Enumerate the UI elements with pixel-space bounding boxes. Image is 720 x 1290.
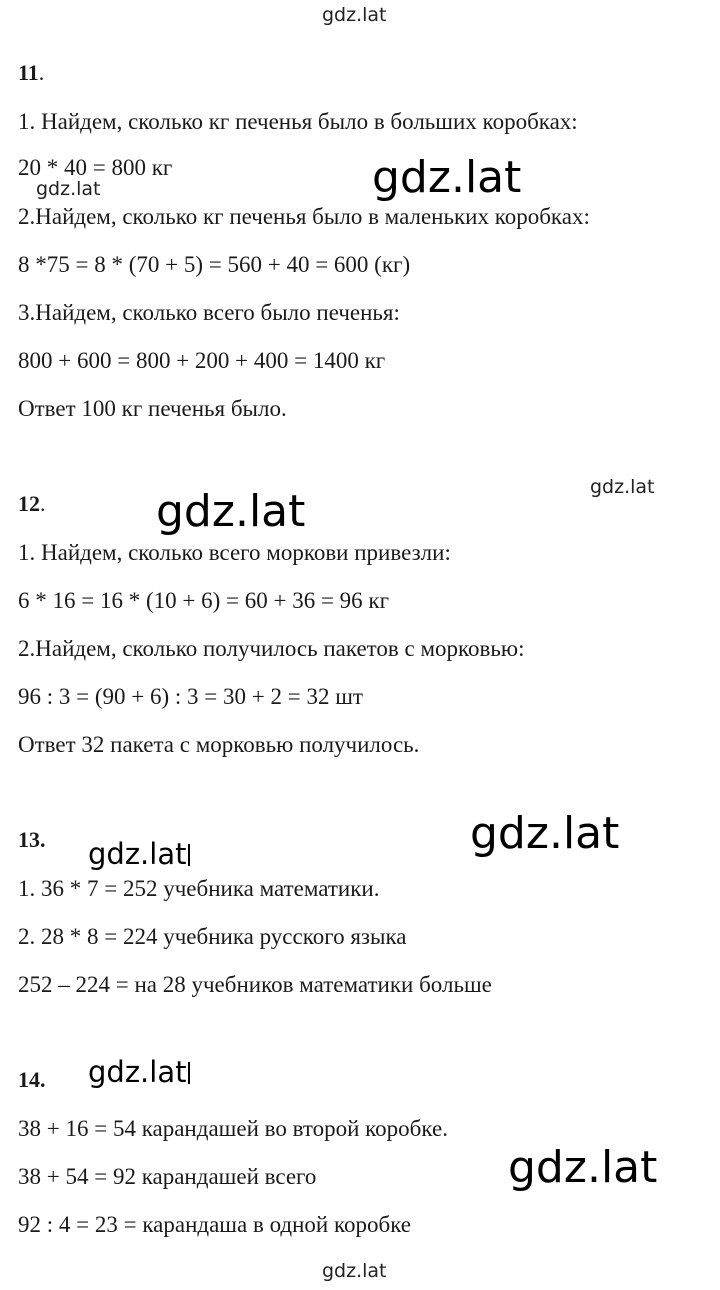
solution-line: 1. Найдем, сколько кг печенья было в больших коробках: — [18, 109, 578, 134]
watermark: gdz.lat — [372, 152, 522, 203]
solution-line: 800 + 600 = 800 + 200 + 400 = 1400 кг — [18, 348, 386, 373]
task-number: 11. — [18, 60, 45, 85]
solution-line: 252 – 224 = на 28 учебников математики больше — [18, 972, 492, 997]
solution-line: 8 *75 = 8 * (70 + 5) = 560 + 40 = 600 (кг) — [18, 252, 411, 277]
solution-line: Ответ 100 кг печенья было. — [18, 396, 287, 421]
solution-line: 6 * 16 = 16 * (10 + 6) = 60 + 36 = 96 кг — [18, 588, 390, 613]
solution-line: 2.Найдем, сколько получилось пакетов с морковью: — [18, 636, 525, 661]
solution-line: 2. 28 * 8 = 224 учебника русского языка — [18, 924, 407, 949]
watermark: gdz.lat — [322, 1260, 387, 1282]
task-number: 13. — [18, 827, 46, 852]
solution-line: 20 * 40 = 800 кг — [18, 155, 173, 180]
task-number: 14. — [18, 1067, 46, 1092]
watermark: gdz.lat — [590, 476, 655, 498]
watermark: gdz.lat — [322, 4, 387, 26]
watermark: gdz.lat — [88, 840, 190, 869]
solution-line: 96 : 3 = (90 + 6) : 3 = 30 + 2 = 32 шт — [18, 684, 363, 709]
solution-line: 2.Найдем, сколько кг печенья было в маленьких коробках: — [18, 204, 590, 229]
solution-line: 38 + 16 = 54 карандашей во второй коробке. — [18, 1116, 448, 1141]
solution-line: 1. Найдем, сколько всего моркови привезли: — [18, 540, 451, 565]
solution-line: Ответ 32 пакета с морковью получилось. — [18, 732, 420, 757]
solution-line: 3.Найдем, сколько всего было печенья: — [18, 300, 400, 325]
watermark: gdz.lat — [508, 1142, 658, 1193]
watermark: gdz.lat — [470, 808, 620, 859]
watermark: gdz.lat — [88, 1058, 190, 1087]
watermark: gdz.lat — [36, 178, 101, 200]
solution-line: 92 : 4 = 23 = карандаша в одной коробке — [18, 1212, 411, 1237]
solution-line: 38 + 54 = 92 карандашей всего — [18, 1164, 317, 1189]
watermark: gdz.lat — [156, 486, 306, 537]
solution-line: 1. 36 * 7 = 252 учебника математики. — [18, 876, 380, 901]
task-number: 12. — [18, 491, 46, 516]
